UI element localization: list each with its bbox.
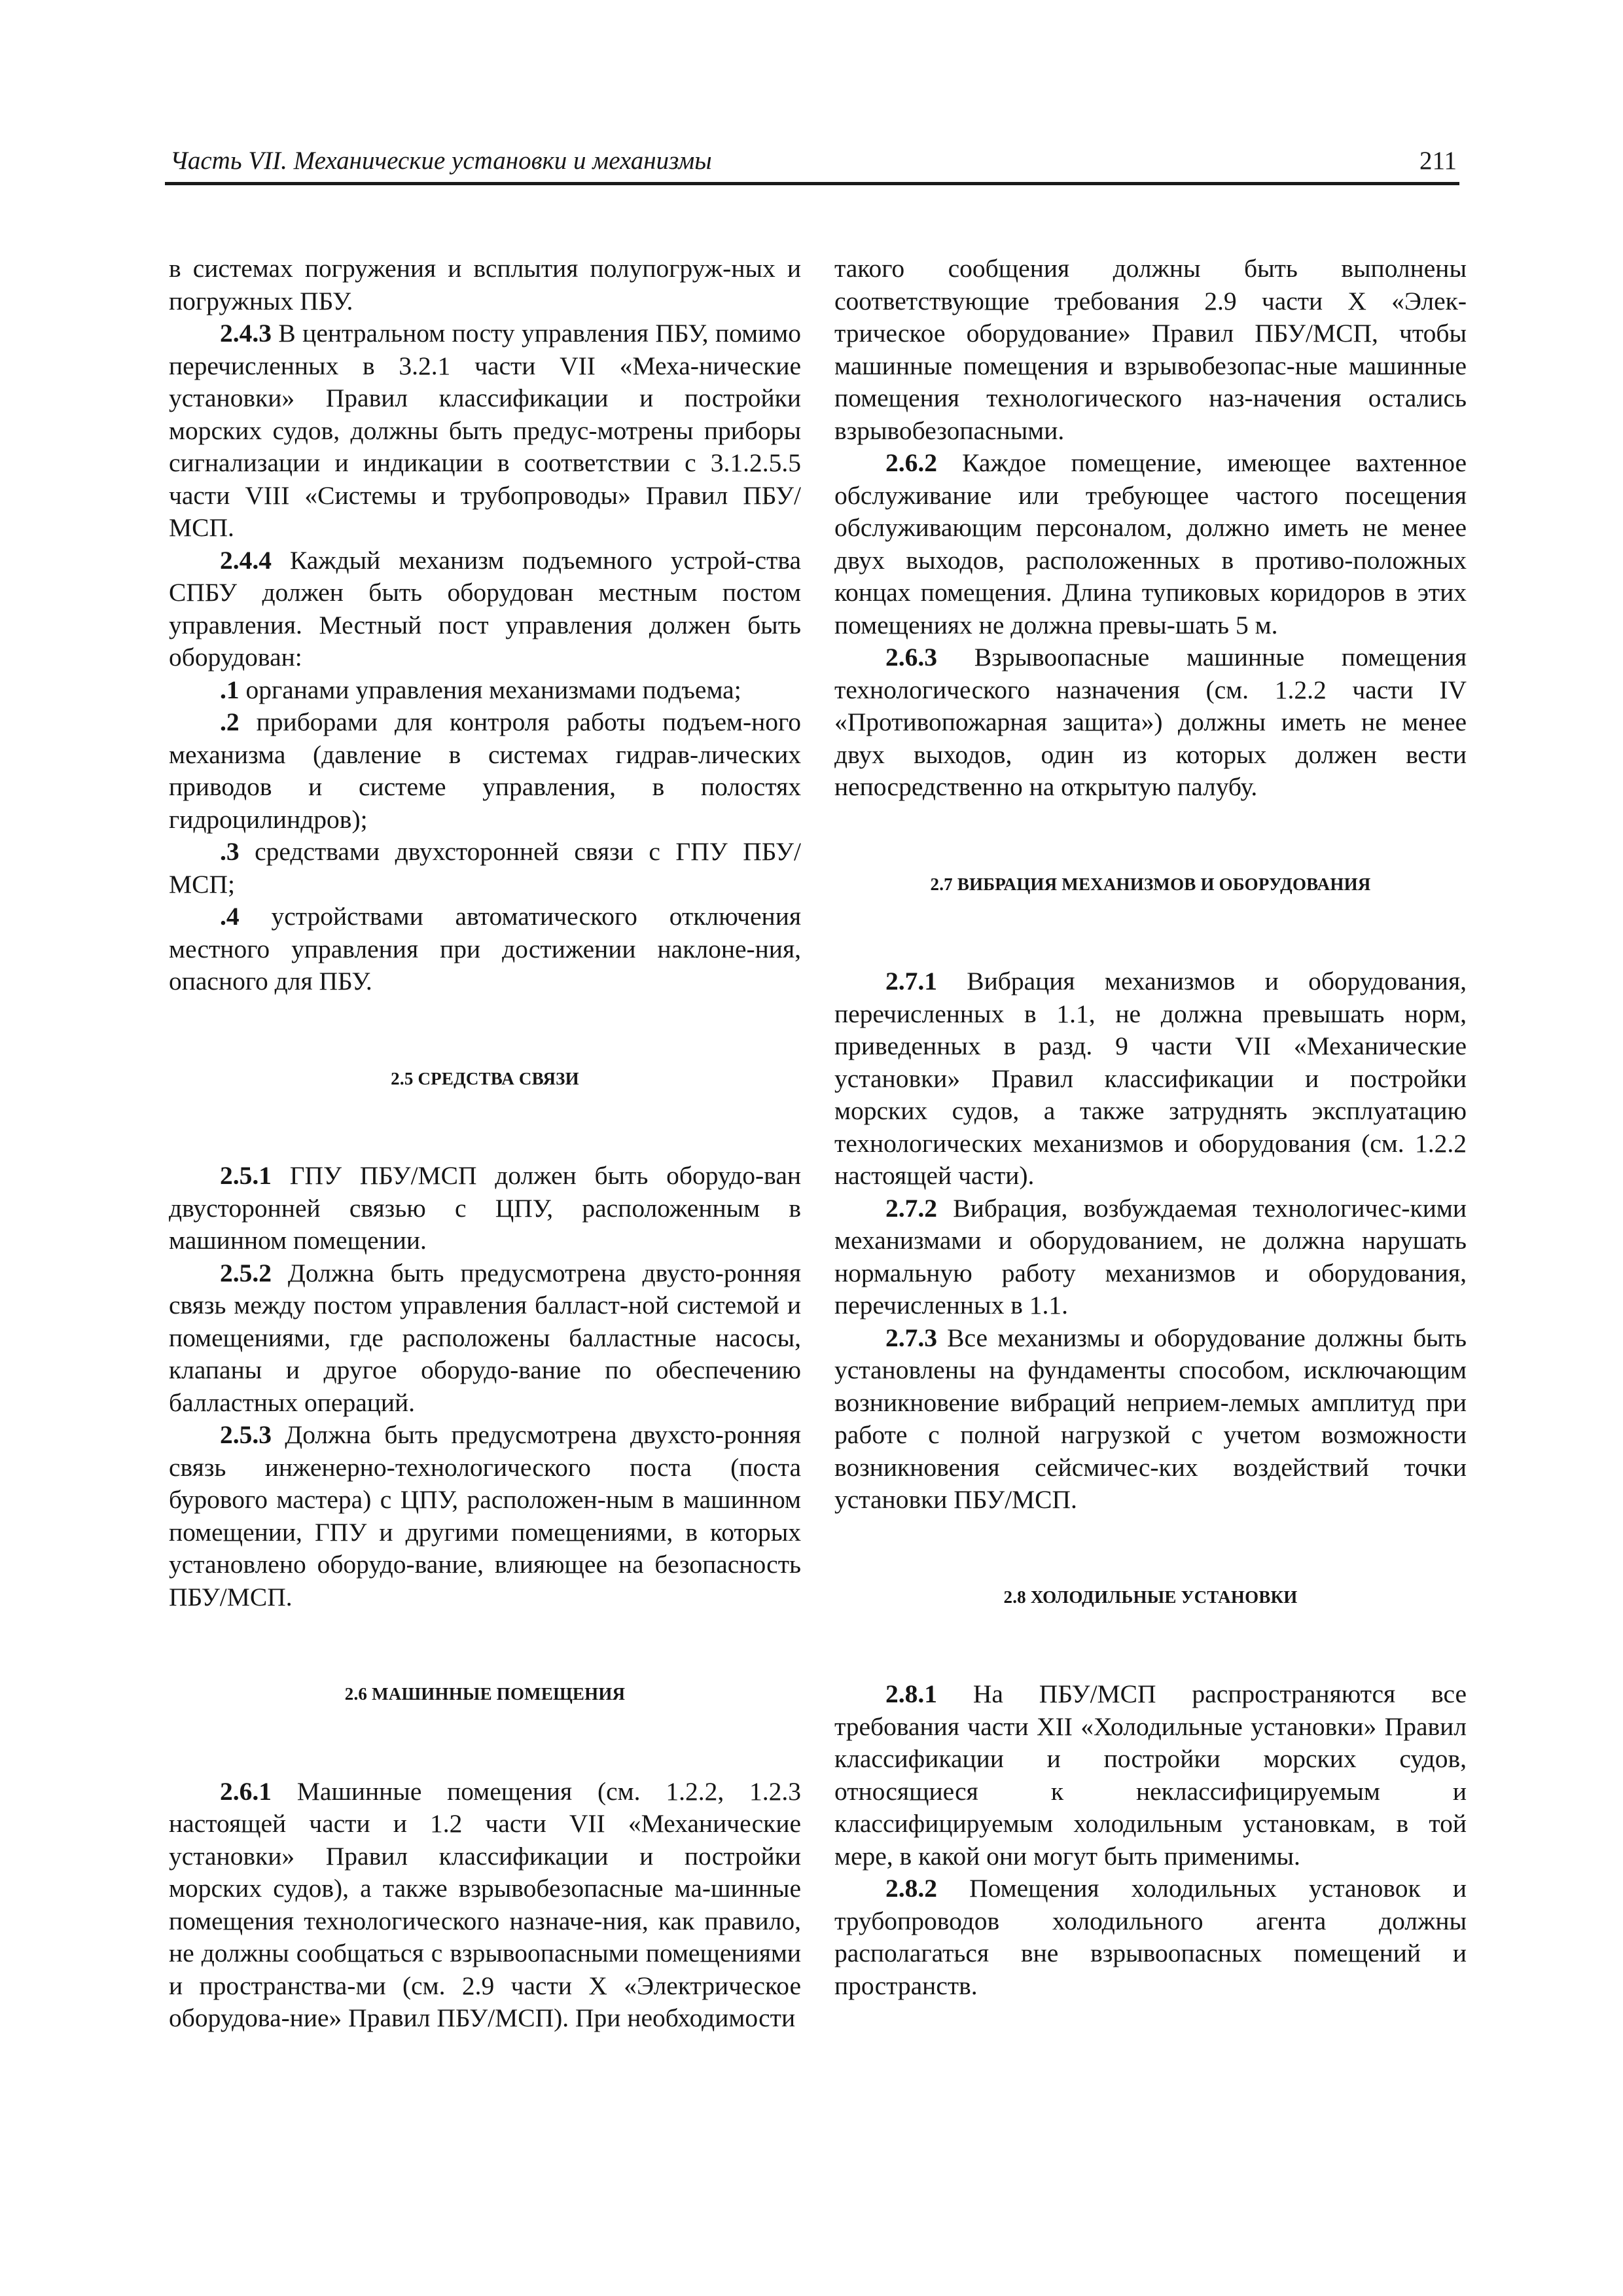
section-heading-2-6: 2.6 МАШИННЫЕ ПОМЕЩЕНИЯ [344,1684,626,1704]
list-item-4 [169,901,801,998]
item-number: .4 [220,902,240,931]
paragraph-2-6-3 [834,641,1467,804]
clause-number: 2.7.3 [885,1323,937,1352]
clause-text: Вибрация механизмов и оборудования, перечисленных в 1.1, не должна превышать норм, приведенных в разд. 9 части VII «Механические установки» Правил классификации и постройки морских судов, а также затруднять эксплуатацию технологических механизмов и оборудования (см. 1.2.2 настоящей части). [834,967,1467,1190]
paragraph-2-8-2 [834,1873,1467,2002]
clause-number: 2.8.1 [885,1679,937,1708]
clause-number: 2.8.2 [885,1874,937,1903]
list-item-2 [169,706,801,836]
paragraph-2-4-3 [169,317,801,545]
item-number: .1 [220,675,240,704]
right-column [834,253,1467,2002]
clause-text: На ПБУ/МСП распространяются все требования части XII «Холодильные установки» Правил классификации и постройки морских судов, относящиеся к неклассифицируемым и классифицируемым холодильным установкам, в той мере, в какой они могут быть применимы. [834,1679,1467,1871]
clause-text: Помещения холодильных установок и трубопроводов холодильного агента должны располагаться вне взрывоопасных помещений и пространств. [834,1874,1467,2000]
section-heading-2-7: 2.7 ВИБРАЦИЯ МЕХАНИЗМОВ И ОБОРУДОВАНИЯ [930,874,1371,894]
paragraph-2-7-3 [834,1322,1467,1516]
clause-text: Вибрация, возбуждаемая технологичес-кими механизмами и оборудованием, не должна нарушать нормальную работу механизмов и оборудования, перечисленных в 1.1. [834,1193,1467,1319]
list-item-3 [169,836,801,901]
clause-text: Должна быть предусмотрена двухсто-ронняя связь инженерно-технологического поста (поста бурового мастера) с ЦПУ, расположен-ным в машинном помещении, ГПУ и другими помещениями, в которых установлено оборудо-вание, влияющее на безопасность ПБУ/МСП. [169,1420,801,1611]
left-column [169,253,801,2035]
section-heading-2-5: 2.5 СРЕДСТВА СВЯЗИ [391,1068,579,1088]
paragraph: такого сообщения должны быть выполнены соответствующие требования 2.9 части X «Элек-трическое оборудование» Правил ПБУ/МСП, чтобы машинные помещения и взрывобезопас-ные машинные помещения технологического наз-начения остались взрывобезопасными. [834,254,1467,445]
paragraph-2-4-4 [169,545,801,674]
clause-number: 2.5.3 [220,1420,272,1449]
list-item-1 [169,674,801,707]
clause-text: Каждое помещение, имеющее вахтенное обслуживание или требующее частого посещения обслуживающим персоналом, должно иметь не менее двух выходов, расположенных в противо-положных концах помещения. Длина тупиковых коридоров в этих помещениях не должна превы-шать 5 м. [834,448,1467,639]
item-text: приборами для контроля работы подъем-ного механизма (давление в системах гидрав-лических приводов и системе управления, в полостях гидроцилиндров); [169,708,801,834]
clause-number: 2.4.3 [220,319,272,348]
paragraph-2-5-2 [169,1257,801,1420]
clause-number: 2.6.2 [885,448,937,477]
clause-text: Все механизмы и оборудование должны быть установлены на фундаменты способом, исключающим возникновение вибраций неприем-лемых амплитуд при работе с полной нагрузкой с учетом возможности возникновения сейсмичес-ких воздействий точки установки ПБУ/МСП. [834,1323,1467,1514]
clause-text: В центральном посту управления ПБУ, помимо перечисленных в 3.2.1 части VII «Меха-нические установки» Правил классификации и постройки морских судов, должны быть предус-мотрены приборы сигнализации и индикации в соответствии с 3.1.2.5.5 части VIII «Системы и трубопроводы» Правил ПБУ/МСП. [169,319,801,542]
clause-text: ГПУ ПБУ/МСП должен быть оборудо-ван двусторонней связью с ЦПУ, расположенным в машинном помещении. [169,1161,801,1255]
page-number: 211 [1419,147,1457,175]
item-text: органами управления механизмами подъема; [239,675,741,704]
paragraph-2-6-2 [834,447,1467,641]
clause-number: 2.4.4 [220,545,272,575]
running-title: Часть VII. Механические установки и механизмы [170,147,712,175]
clause-number: 2.6.3 [885,643,937,672]
item-text: средствами двухсторонней связи с ГПУ ПБУ/МСП; [169,837,801,899]
paragraph-2-8-1 [834,1678,1467,1873]
item-text: устройствами автоматического отключения местного управления при достижении наклоне-ния, опасного для ПБУ. [169,902,801,996]
section-heading-2-8: 2.8 ХОЛОДИЛЬНЫЕ УСТАНОВКИ [1003,1587,1298,1607]
clause-number: 2.7.1 [885,967,937,996]
paragraph-2-5-3 [169,1419,801,1613]
paragraph-2-7-2 [834,1193,1467,1322]
clause-number: 2.5.1 [220,1161,272,1190]
clause-text: Машинные помещения (см. 1.2.2, 1.2.3 настоящей части и 1.2 части VII «Механические установки» Правил классификации и постройки морских судов), а также взрывобезопасные ма-шинные помещения технологического назначе-ния, как правило, не должны сообщаться с взрывоопасными помещениями и пространства-ми (см. 2.9 части X «Электрическое оборудова-ние» Правил ПБУ/МСП). При необходимости [169,1776,801,2032]
paragraph: в системах погружения и всплытия полупогруж-ных и погружных ПБУ. [169,254,801,315]
page-header [165,143,1459,185]
clause-text: Каждый механизм подъемного устрой-ства СПБУ должен быть оборудован местным постом управления. Местный пост управления должен быть оборудован: [169,545,801,672]
paragraph-2-5-1 [169,1160,801,1257]
paragraph-2-6-1 [169,1776,801,2035]
clause-text: Взрывоопасные машинные помещения технологического назначения (см. 1.2.2 части IV «Противопожарная защита») должны иметь не менее двух выходов, один из которых должен вести непосредственно на открытую палубу. [834,643,1467,801]
item-number: .3 [220,837,240,866]
item-number: .2 [220,708,240,736]
clause-number: 2.7.2 [885,1193,937,1223]
clause-number: 2.6.1 [220,1776,272,1806]
paragraph-2-7-1 [834,965,1467,1193]
clause-number: 2.5.2 [220,1258,272,1287]
clause-text: Должна быть предусмотрена двусто-ронняя связь между постом управления балласт-ной системой и помещениями, где расположены балластные насосы, клапаны и другое оборудо-вание по обеспечению балластных операций. [169,1258,801,1417]
